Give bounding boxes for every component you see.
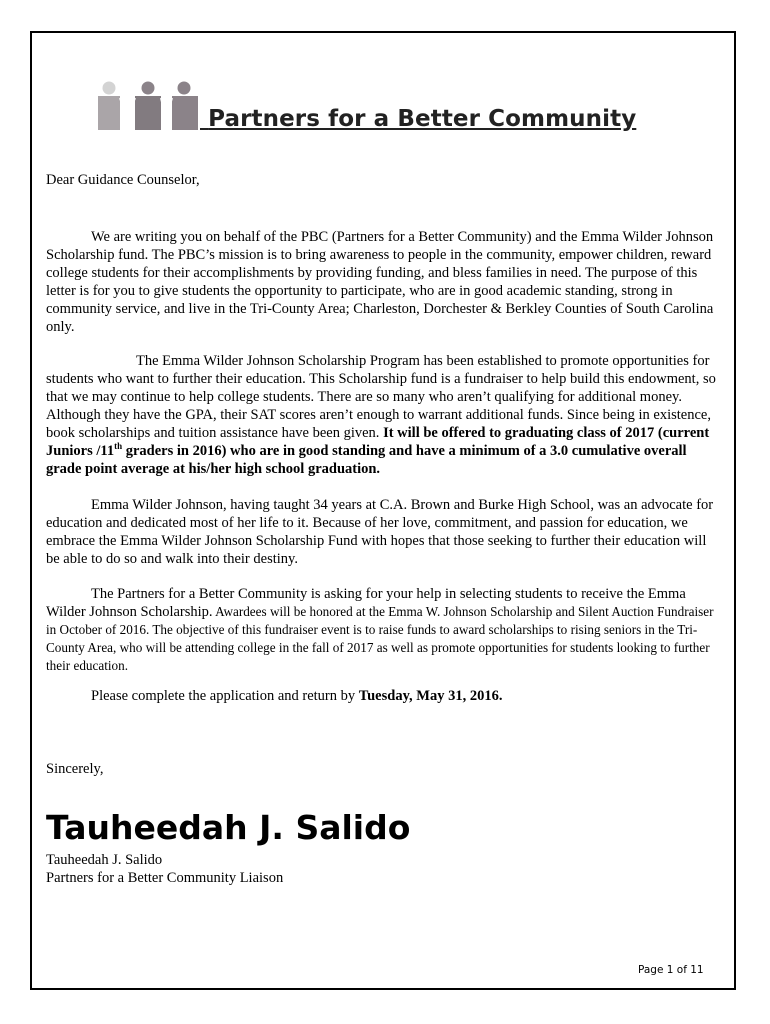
- paragraph-biography: Emma Wilder Johnson, having taught 34 years at C.A. Brown and Burke High School, was an advocate for education and dedicated most of her life to it. Because of her love, commitment, and passion for education, we embrace the Emma Wilder Johnson Scholarship Fund with hopes that those seeking to further their education will be able to do so and walk into their destiny.: [46, 497, 714, 567]
- signer-name: Tauheedah J. Salido: [46, 852, 163, 868]
- greeting: Dear Guidance Counselor,: [46, 172, 200, 188]
- three-people-logo-icon: [96, 80, 200, 132]
- paragraph-request: The Partners for a Better Community is asking for your help in selecting students to receive the Emma Wilder Johnson Scholarship. Awardees will be honored at the Emma W. Johnson Scholarship and Silent Auction Fundraiser in October of 2016. The objective of this fundraiser event is to raise funds to award scholarships to rising seniors in the Tri-County Area, who will be attending college in the fall of 2017 as well as promote opportunities for students looking to further their education.: [46, 586, 714, 673]
- signer-block: [46, 851, 283, 887]
- paragraph-program: The Emma Wilder Johnson Scholarship Program has been established to promote opportunities for students who want to further their education. This Scholarship fund is a fundraiser to help build this endowment, so that we may continue to help college students. There are so many who aren’t qualifying for additional money. Although they have the GPA, their SAT scores aren’t enough to warrant additional funds. Since being in existence, book scholarships and tuition assistance have been given. It will be offered to graduating class of 2017 (current Juniors /11th graders in 2016) who are in good standing and have a minimum of a 3.0 cumulative overall grade point average at his/her high school graduation.: [46, 353, 716, 477]
- page-number: Page 1 of 11: [638, 964, 704, 976]
- closing: Sincerely,: [46, 761, 104, 777]
- paragraph-mission: We are writing you on behalf of the PBC (Partners for a Better Community) and the Emma Wilder Johnson Scholarship fund. The PBC’s mission is to bring awareness to people in the community, empower children, reward college students for their accomplishments by providing funding, and bless families in need. The purpose of this letter is for you to give students the opportunity to participate, who are in good academic standing, strong in community service, and live in the Tri-County Area; Charleston, Dorchester & Berkley Counties of South Carolina only.: [46, 229, 714, 335]
- org-title: Partners for a Better Community: [208, 106, 637, 132]
- signer-title: Partners for a Better Community Liaison: [46, 870, 284, 886]
- signature: Tauheedah J. Salido: [46, 808, 411, 847]
- paragraph-deadline: Please complete the application and return by Tuesday, May 31, 2016.: [91, 688, 503, 704]
